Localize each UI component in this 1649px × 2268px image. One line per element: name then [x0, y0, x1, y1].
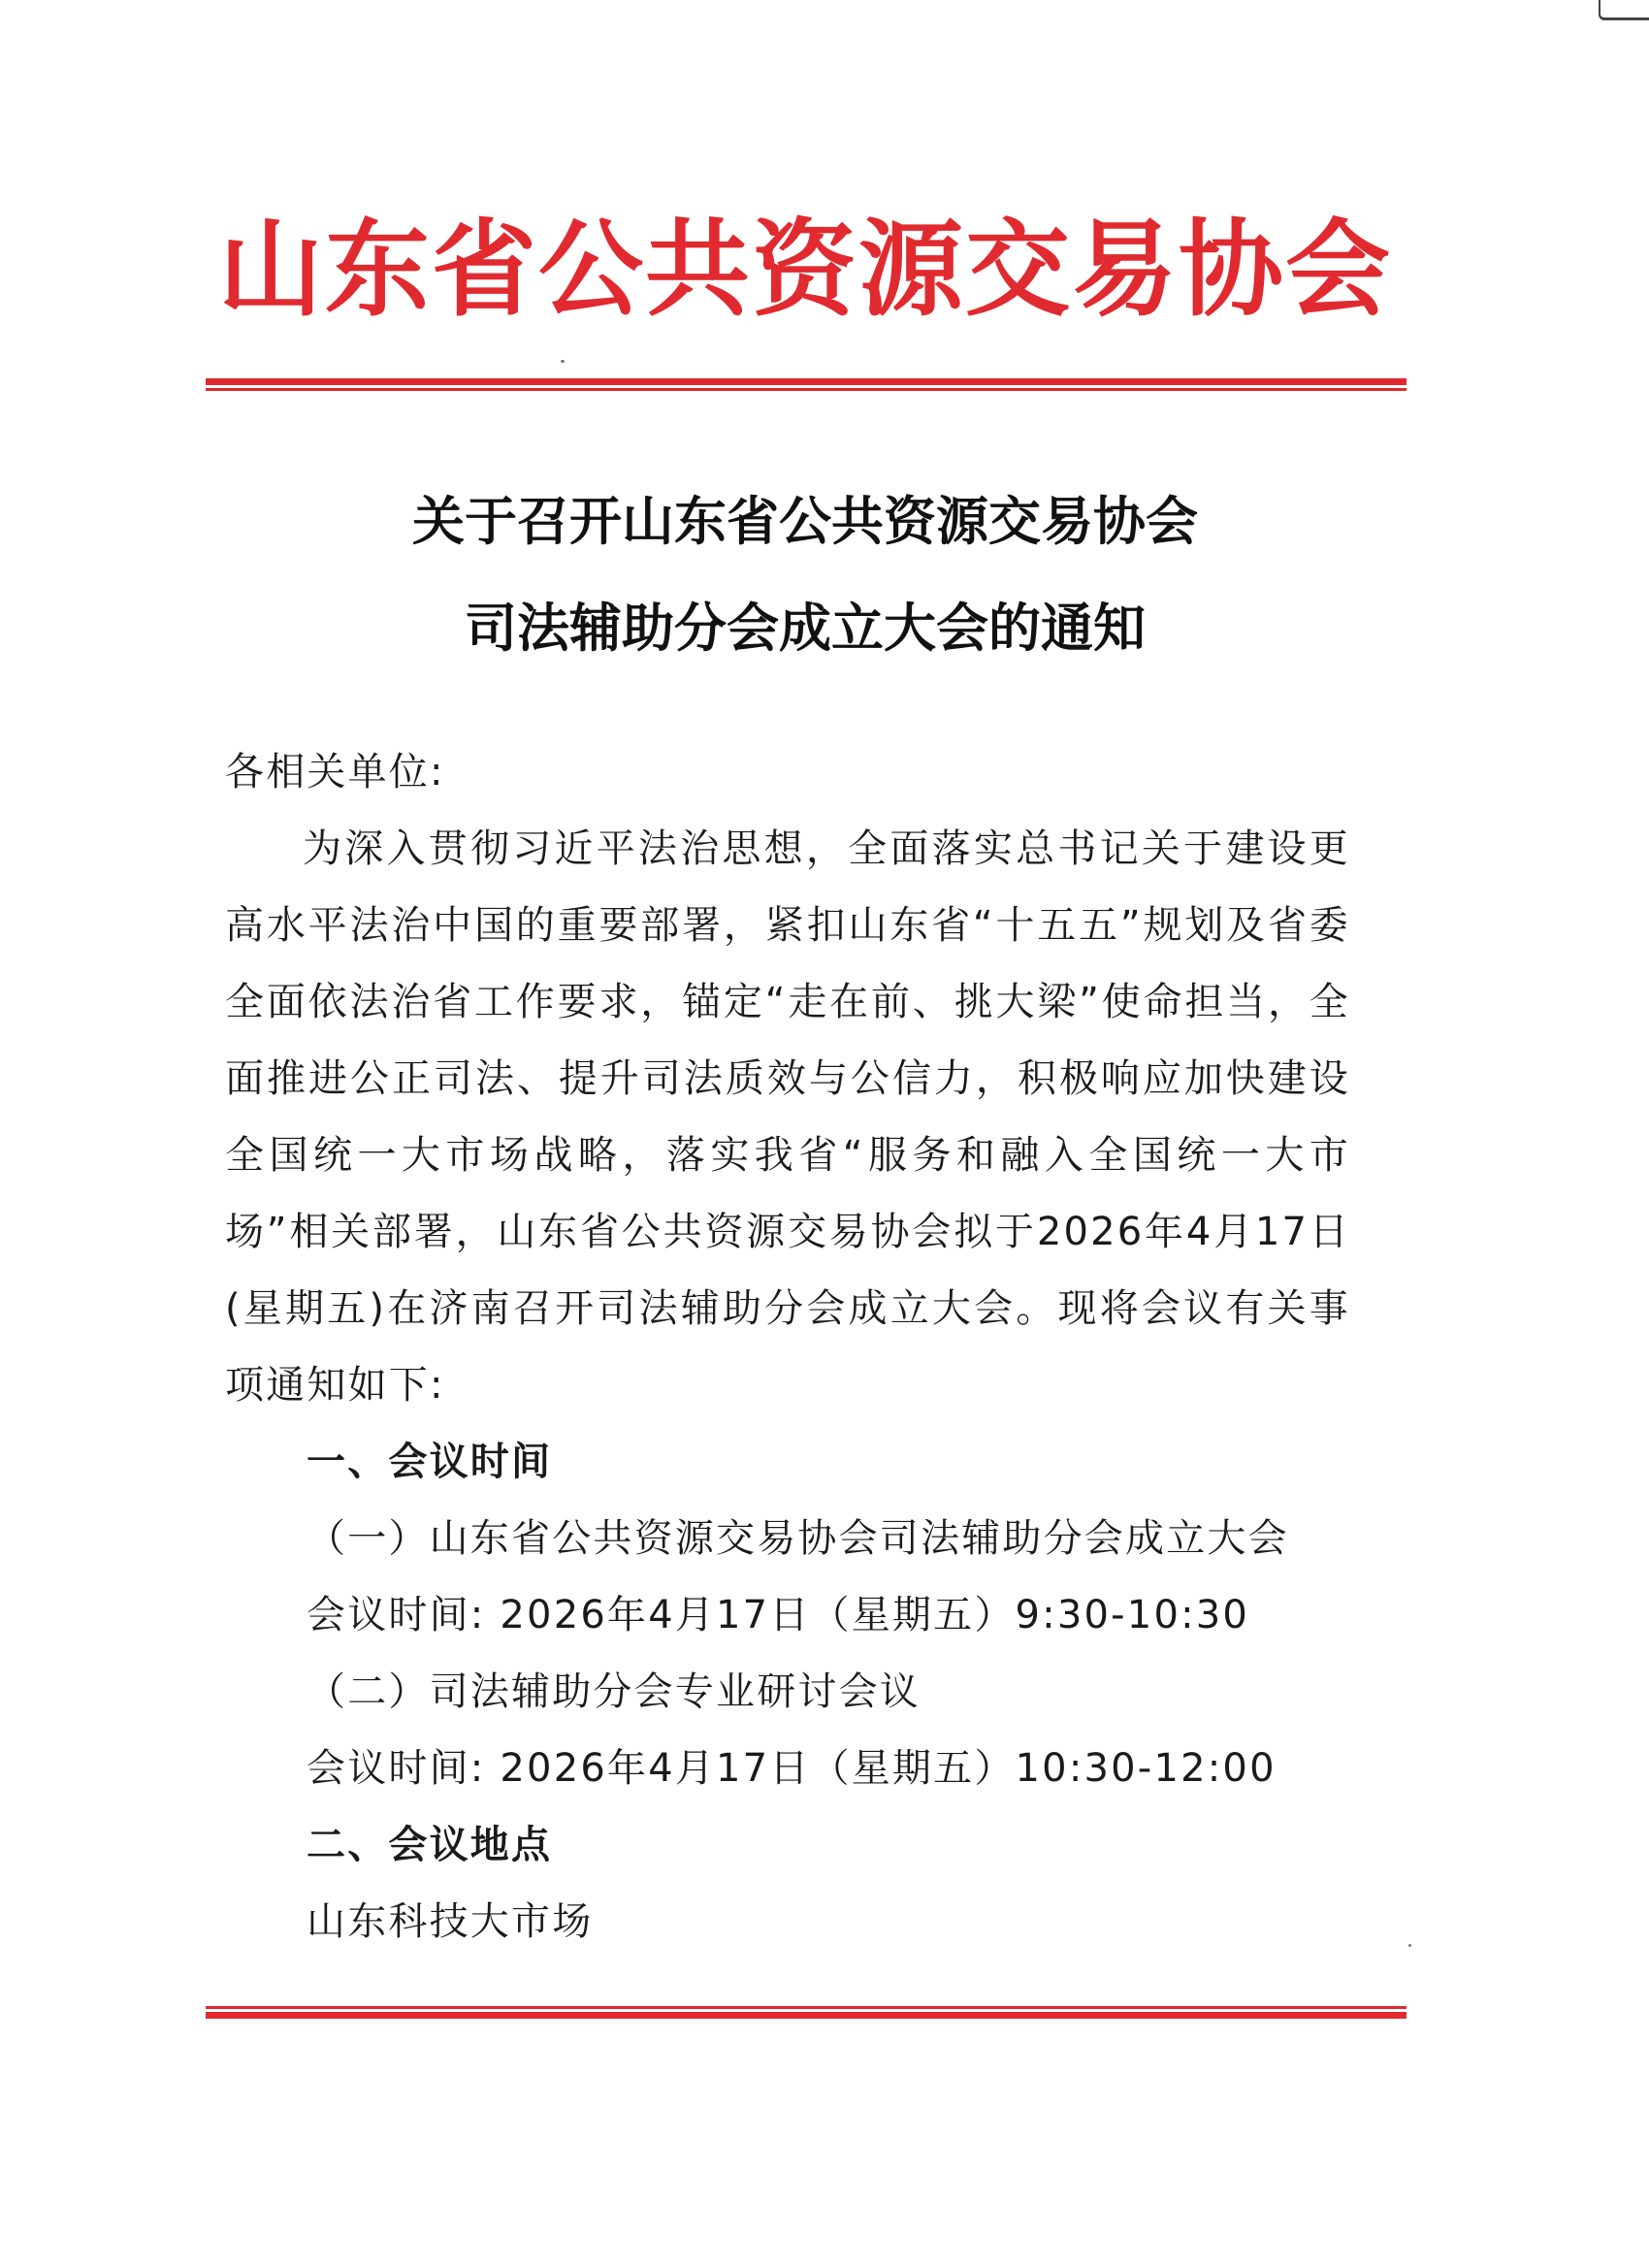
meeting-item-time: 会议时间: 2026年4月17日（星期五）10:30-12:00 [307, 1746, 1277, 1791]
meeting-location: 山东科技大市场 [307, 1899, 594, 1944]
title-line-2: 司法辅助分会成立大会的通知 [465, 597, 1146, 659]
scan-speck [561, 360, 565, 363]
title-line-1: 关于召开山东省公共资源交易协会 [412, 490, 1198, 552]
footer-red-rule [206, 2006, 1406, 2019]
section-heading-location: 二、会议地点 [307, 1823, 553, 1867]
header-red-rule [206, 378, 1406, 391]
document-title [204, 468, 1406, 681]
meeting-item-name: （一）山东省公共资源交易协会司法辅助分会成立大会 [307, 1516, 1289, 1561]
scan-speck [1408, 1944, 1411, 1947]
intro-paragraph: 为深入贯彻习近平法治思想，全面落实总书记关于建设更高水平法治中国的重要部署，紧扣山东省“十五五”规划及省委全面依法治省工作要求，锚定“走在前、挑大梁”使命担当，全面推进公正司法、提升司法质效与公信力，积极响应加快建设全国统一大市场战略，落实我省“服务和融入全国统一大市场”相关部署，山东省公共资源交易协会拟于2026年4月17日(星期五)在济南召开司法辅助分会成立大会。现将会议有关事项通知如下: [225, 826, 1350, 1408]
document-body [225, 734, 1350, 1960]
salutation: 各相关单位: [225, 750, 445, 794]
meeting-item-time: 会议时间: 2026年4月17日（星期五）9:30-10:30 [307, 1593, 1250, 1637]
meeting-item-name: （二）司法辅助分会专业研讨会议 [307, 1669, 921, 1714]
section-heading-time: 一、会议时间 [307, 1440, 553, 1484]
organization-header: 山东省公共资源交易协会 [217, 209, 1392, 331]
scan-corner-mark [1599, 0, 1649, 20]
